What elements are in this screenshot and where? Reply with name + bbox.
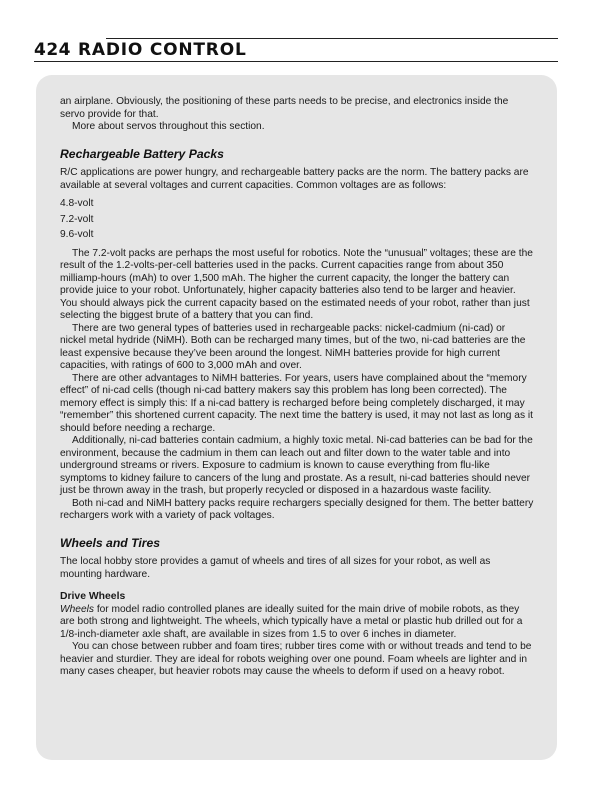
wheels-intro: The local hobby store provides a gamut of wheels and tires of all sizes for your robot, as well as mounting hardware. xyxy=(60,556,491,580)
battery-section-heading: Rechargeable Battery Packs xyxy=(60,146,224,161)
battery-paragraph: The 7.2-volt packs are perhaps the most useful for robotics. Note the “unusual” voltages; these are the result of the 1.2-volts-per-cell batteries used in the packs. Current capacities range from about 350 milliamp-hours (mAh) to over 1,500 mAh. The higher the current capacity, the longer the battery can provide juice to your robot. Unfortunately, higher capacity batteries also tend to be larger and heavier. You should always pick the current capacity based on the estimated needs of your robot, rather than just selecting the biggest brute of a battery that you can find. xyxy=(60,247,533,321)
battery-intro: R/C applications are power hungry, and rechargeable battery packs are the norm. The battery packs are available at several voltages and current capacities. Common voltages are as follows: xyxy=(60,167,529,191)
voltage-item: 9.6-volt xyxy=(60,229,94,240)
intro-paragraph: More about servos throughout this section. xyxy=(72,121,265,132)
battery-paragraph: Additionally, ni-cad batteries contain cadmium, a highly toxic metal. Ni-cad batteries can be bad for the environment, because the cadmium in them can leach out and filter down to the water table and into underground streams or rivers. Exposure to cadmium is known to cause everything from flu-like symptoms to kidney failure to cancers of the lung and prostate. As a result, ni-cad batteries should never just be thrown away in the trash, but properly recycled or disposed in a hazardous waste facility. xyxy=(60,435,533,496)
voltage-item: 7.2-volt xyxy=(60,213,94,225)
page-body xyxy=(60,96,534,679)
wheels-section-heading: Wheels and Tires xyxy=(60,535,161,550)
page-number: 424 xyxy=(34,40,71,60)
drive-wheels-lead-word: Wheels xyxy=(60,603,94,615)
chapter-title: RADIO CONTROL xyxy=(78,40,247,60)
header-top-rule xyxy=(106,38,558,39)
drive-wheels-paragraph xyxy=(60,604,534,642)
drive-wheels-subheading: Drive Wheels xyxy=(60,591,126,602)
drive-wheels-paragraph-2: You can chose between rubber and foam tires; rubber tires come with or without treads and tend to be heavier and sturdier. They are ideal for robots weighing over one pound. Foam wheels are lighter and in many cases cheaper, but heavier robots may cause the wheels to deform if used on a heavy robot. xyxy=(60,641,532,677)
voltage-item: 4.8-volt xyxy=(60,198,94,209)
header-bottom-rule xyxy=(34,61,558,62)
intro-paragraph: an airplane. Obviously, the positioning of these parts needs to be precise, and electronics inside the servo provide for that. xyxy=(60,96,509,120)
battery-paragraph: There are two general types of batteries used in rechargeable packs: nickel-cadmium (ni-cad) or nickel metal hydride (NiMH). Both can be recharged many times, but of the two, ni-cad batteries are the least expensive because they’ve been around the longest. NiMH batteries provide for high current capacities, with ratings of 600 to 3,000 mAh and over. xyxy=(60,322,526,371)
drive-wheels-text: for model radio controlled planes are ideally suited for the main drive of mobile robots, as they are both strong and lightweight. The wheels, which typically have a metal or plastic hub drilled out for a 1/8-inch-diameter axle shaft, are available in sizes from 1.5 to over 6 inches in diameter. xyxy=(60,603,523,640)
battery-paragraph: There are other advantages to NiMH batteries. For years, users have complained about the “memory effect” of ni-cad cells (though ni-cad battery makers say this problem has long been corrected). The memory effect is simply this: If a ni-cad battery is recharged before being completely discharged, it may “remember” this shortened current capacity. The next time the battery is used, it may not last as long as it should before needing a recharge. xyxy=(60,372,533,434)
page-header xyxy=(34,40,558,62)
battery-paragraph: Both ni-cad and NiMH battery packs require rechargers specially designed for them. The better battery rechargers work with a variety of pack voltages. xyxy=(60,497,534,521)
